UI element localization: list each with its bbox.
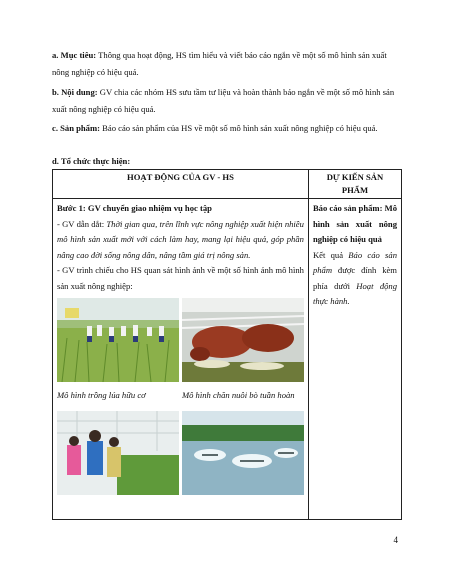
objective-paragraph [52,47,402,81]
right-text-2: Báo cáo sản phẩm [312,249,397,275]
content-text: GV chia các nhóm HS sưu tầm tư liệu và hoàn thành báo ngắn về một số mô hình sản xuất nông nghiệp có hiệu quả. [52,87,395,114]
gv-lead-text: Thời gian qua, trên lĩnh vực nông nghiệp xuất hiện nhiều mô hình sản xuất mới với cách làm hay, mang lại hiệu quả, góp phần nâng cao đời sống nông dân, nâng tầm giá trị nông sản. [57,218,304,260]
gv-lead [57,217,304,264]
product-paragraph [52,120,402,137]
header-expected-product: DỰ KIẾN SẢN PHẨM [308,170,401,199]
cow-farm-photo [182,298,304,382]
activity-cell [53,199,309,520]
content-label: b. Nội dung: [52,87,98,97]
expected-product-cell [308,199,401,520]
organize-heading [52,153,402,170]
content-paragraph [52,84,402,118]
objective-text: Thông qua hoạt động, HS tìm hiểu và viết báo cáo ngắn về một số mô hình sản xuất nông nghiệp có hiệu quả. [52,50,387,77]
expected-product-title: Báo cáo sản phẩm: Mô hình sản xuất nông nghiệp có hiệu quả [312,203,397,244]
greenhouse-photo [57,411,179,495]
caption-cow: Mô hình chăn nuôi bò tuần hoàn [181,390,295,400]
step1-title: Bước 1: GV chuyển giao nhiệm vụ học tập [57,203,212,213]
caption-rice: Mô hình trồng lúa hữu cơ [57,390,146,400]
expected-product-text [313,248,397,310]
objective-label: a. Mục tiêu: [52,50,97,60]
activity-table [52,169,402,520]
gv-show: - GV trình chiếu cho HS quan sát hình ảnh về một số hình ảnh mô hình sản xuất nông nghiệp: [57,265,304,291]
header-teacher-student: HOẠT ĐỘNG CỦA GV - HS [53,170,309,199]
rice-field-photo [57,298,179,382]
photo-row-2 [57,411,304,495]
product-label: c. Sản phẩm: [52,123,100,133]
aquaculture-photo [182,411,304,495]
gv-lead-prefix: - GV dẫn dắt: [57,218,107,229]
organize-label: d. Tổ chức thực hiện: [52,156,131,166]
caption-row [57,388,304,404]
page-number: 4 [393,535,398,545]
right-text-1: Kết quả [312,249,349,260]
product-text: Báo cáo sản phẩm của HS về một số mô hình sản xuất nông nghiệp có hiệu quả. [100,123,378,133]
right-text-4: Hoạt động thực hành. [312,280,398,306]
photo-row-1 [57,298,304,382]
right-text-3: được đính kèm phía dưới [312,265,397,291]
